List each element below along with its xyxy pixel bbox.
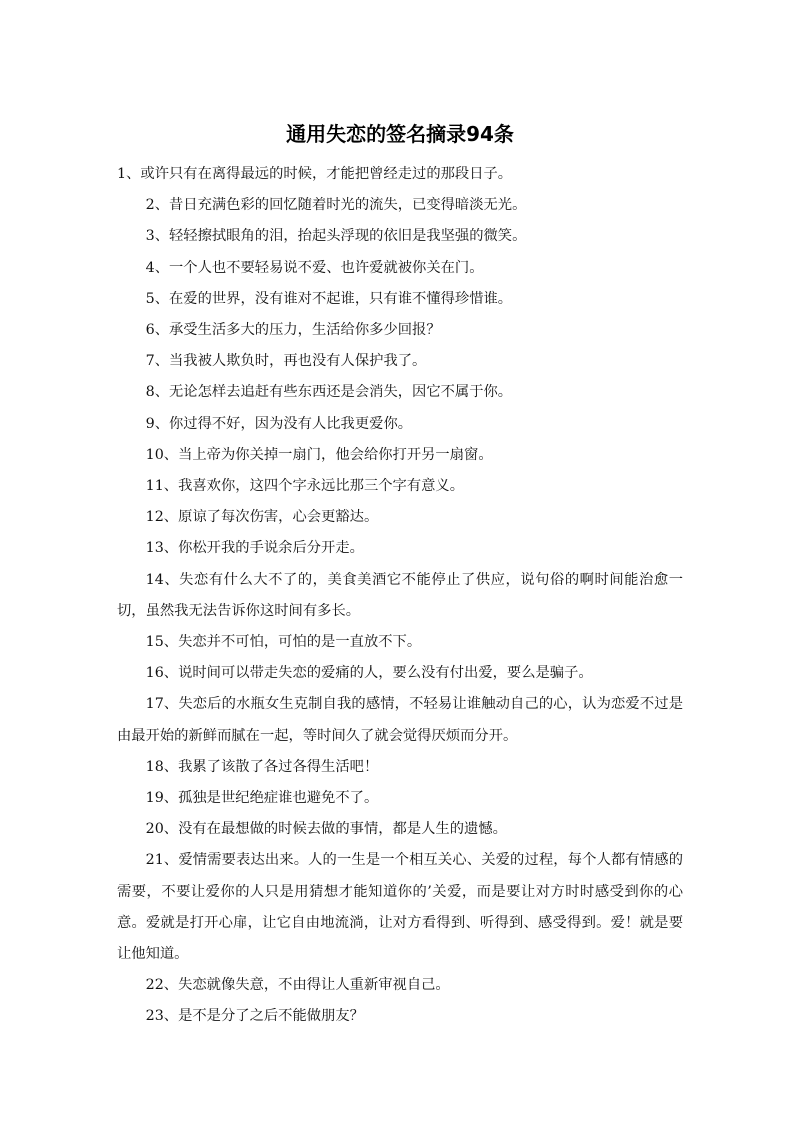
- list-item: 20、没有在最想做的时候去做的事情，都是人生的遗憾。: [145, 821, 507, 838]
- list-item: 16、说时间可以带走失恋的爱痛的人，要么没有付出爱，要么是骗子。: [145, 665, 593, 682]
- list-item: 14、失恋有什么大不了的，美食美酒它不能停止了供应，说句俗的啊时间能治愈一切，虽然我无法告诉你这时间有多长。: [117, 571, 683, 619]
- list-item: 23、是不是分了之后不能做朋友？: [145, 1008, 364, 1025]
- list-item: 11、我喜欢你，这四个字永远比那三个字有意义。: [145, 478, 465, 495]
- list-item: 10、当上帝为你关掉一扇门，他会给你打开另一扇窗。: [145, 446, 493, 463]
- document-body: [117, 159, 683, 1033]
- list-item: 12、原谅了每次伤害，心会更豁达。: [145, 509, 379, 526]
- list-item: 9、你过得不好，因为没有人比我更爱你。: [145, 415, 413, 432]
- list-item: 2、昔日充满色彩的回忆随着时光的流失，已变得暗淡无光。: [145, 197, 527, 214]
- list-item: 19、孤独是世纪绝症谁也避免不了。: [145, 790, 379, 807]
- list-item: 1、或许只有在离得最远的时候，才能把曾经走过的那段日子。: [117, 166, 513, 182]
- list-item: 3、轻轻擦拭眼角的泪，抬起头浮现的依旧是我坚强的微笑。: [145, 228, 527, 245]
- list-item: 7、当我被人欺负时，再也没有人保护我了。: [145, 353, 427, 370]
- list-item: 13、你松开我的手说余后分开走。: [145, 540, 364, 557]
- list-item: 5、在爱的世界，没有谁对不起谁，只有谁不懂得珍惜谁。: [145, 290, 513, 307]
- list-item: 18、我累了该散了各过各得生活吧！: [145, 758, 379, 775]
- document-title: 通用失恋的签名摘录94条: [286, 122, 514, 146]
- list-item: 17、失恋后的水瓶女生克制自我的感情，不轻易让谁触动自己的心，认为恋爱不过是由最开始的新鲜而腻在一起，等时间久了就会觉得厌烦而分开。: [117, 696, 683, 744]
- list-item: 4、一个人也不要轻易说不爱、也许爱就被你关在门。: [145, 259, 484, 276]
- list-item: 15、失恋并不可怕，可怕的是一直放不下。: [145, 634, 422, 651]
- list-item: 22、失恋就像失意，不由得让人重新审视自己。: [145, 977, 450, 994]
- list-item: 8、无论怎样去追赶有些东西还是会消失，因它不属于你。: [145, 384, 513, 401]
- list-item: 6、承受生活多大的压力，生活给你多少回报？: [145, 322, 441, 339]
- list-item: 21、爱情需要表达出来。人的一生是一个相互关心、关爱的过程，每个人都有情感的需要，不要让爱你的人只是用猜想才能知道你的’关爱，而是要让对方时时感受到你的心意。爱就是打开心扉，让它自由地流淌，让对方看得到、听得到、感受得到。爱！就是要让他知道。: [117, 852, 683, 963]
